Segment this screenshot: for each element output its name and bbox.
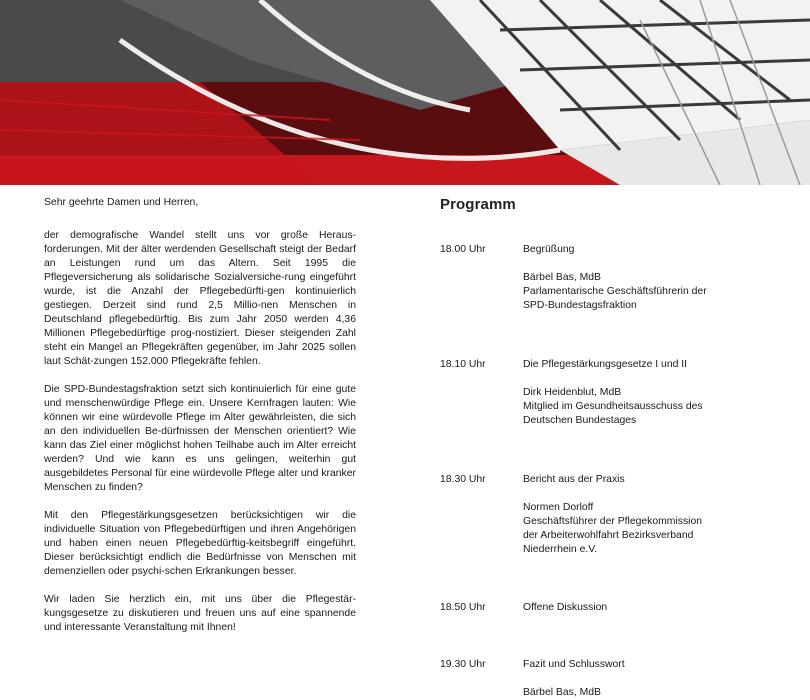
banner-architecture-graphic <box>0 0 810 185</box>
speaker-role: Parlamentarische Geschäftsführerin der <box>523 286 707 297</box>
entry-time: 18.30 Uhr <box>440 474 486 485</box>
entry-time: 18.10 Uhr <box>440 359 486 370</box>
invitation-letter <box>44 196 356 649</box>
entry-heading: Offene Diskussion <box>523 602 608 613</box>
letter-paragraph: Wir laden Sie herzlich ein, mit uns über die Pflegestär-kungsgesetze zu diskutieren und freuen uns auf eine spannende und interessante Veranstaltung mit Ihnen! <box>44 594 356 633</box>
letter-paragraph: Die SPD-Bundestagsfraktion setzt sich kontinuierlich für eine gute und menschenwürdige Pflege ein. Unsere Kernfragen lauten: Wie können wir eine würdevolle Pflege im Alter gewährleisten, die sich an den individuellen Be-dürfnissen der Menschen orientiert? Wie kann das Ziel einer möglichst hohen Teilhabe auch im Alter erreicht werden? Und wie kann es uns gelingen, weiterhin gut ausgebildetes Personal für eine würdevolle Pflege alter und kranker Menschen zu finden? <box>44 384 356 493</box>
speaker-role: der Arbeiterwohlfahrt Bezirksverband <box>523 530 694 541</box>
program-title: Programm <box>440 196 516 213</box>
entry-speaker <box>523 686 783 700</box>
speaker-role: Niederrhein e.V. <box>523 544 598 555</box>
speaker-name: Normen Dorloff <box>523 502 594 513</box>
header-banner <box>0 0 810 185</box>
entry-heading: Begrüßung <box>523 244 575 255</box>
speaker-role: Mitglied im Gesundheitsausschuss des <box>523 401 703 412</box>
entry-time: 19.30 Uhr <box>440 659 486 670</box>
entry-heading: Bericht aus der Praxis <box>523 474 625 485</box>
entry-time: 18.00 Uhr <box>440 244 486 255</box>
letter-paragraph: der demografische Wandel stellt uns vor große Heraus-forderungen. Mit der älter werdenden Gesellschaft steigt der Bedarf an Leistungen rund um das Altern. Seit 1995 die Pflegeversicherung als solidarische Sozialversiche-rung eingeführt wurde, ist die Anzahl der Pflegebedürfti-gen kontinuierlich gestiegen. Derzeit sind rund 2,5 Millio-nen Menschen in Deutschland pflegebedürftig. Bis zum Jahr 2050 werden 4,36 Millionen Pflegebedürftige prog-nostiziert. Dieser steigenden Zahl steht ein Mangel an Pflegekräften gegenüber, im Jahr 2025 sollen laut Schät-zungen 152.000 Pflegekräfte fehlen. <box>44 230 356 367</box>
speaker-name: Bärbel Bas, MdB <box>523 272 601 283</box>
letter-paragraph: Mit den Pflegestärkungsgesetzen berücksichtigen wir die individuelle Situation von Pflegebedürftigen und ihren Angehörigen und haben einen neuen Pflegebedürftig-keitsbegriff eingeführt. Dieser berücksichtigt endlich die Bedürfnisse von Menschen mit demenziellen oder psychi-schen Erkrankungen besser. <box>44 510 356 577</box>
entry-speaker <box>523 386 783 428</box>
speaker-role: Deutschen Bundestages <box>523 415 637 426</box>
entry-heading: Fazit und Schlusswort <box>523 659 625 670</box>
entry-time: 18.50 Uhr <box>440 602 486 613</box>
speaker-name: Bärbel Bas, MdB <box>523 687 601 698</box>
speaker-role: SPD-Bundestagsfraktion <box>523 300 637 311</box>
speaker-role: Geschäftsführer der Pflegekommission <box>523 516 703 527</box>
entry-speaker <box>523 271 783 313</box>
speaker-name: Dirk Heidenblut, MdB <box>523 387 622 398</box>
entry-heading: Die Pflegestärkungsgesetze I und II <box>523 359 688 370</box>
letter-greeting: Sehr geehrte Damen und Herren, <box>44 197 199 208</box>
entry-speaker <box>523 501 783 557</box>
program-section <box>440 196 780 698</box>
